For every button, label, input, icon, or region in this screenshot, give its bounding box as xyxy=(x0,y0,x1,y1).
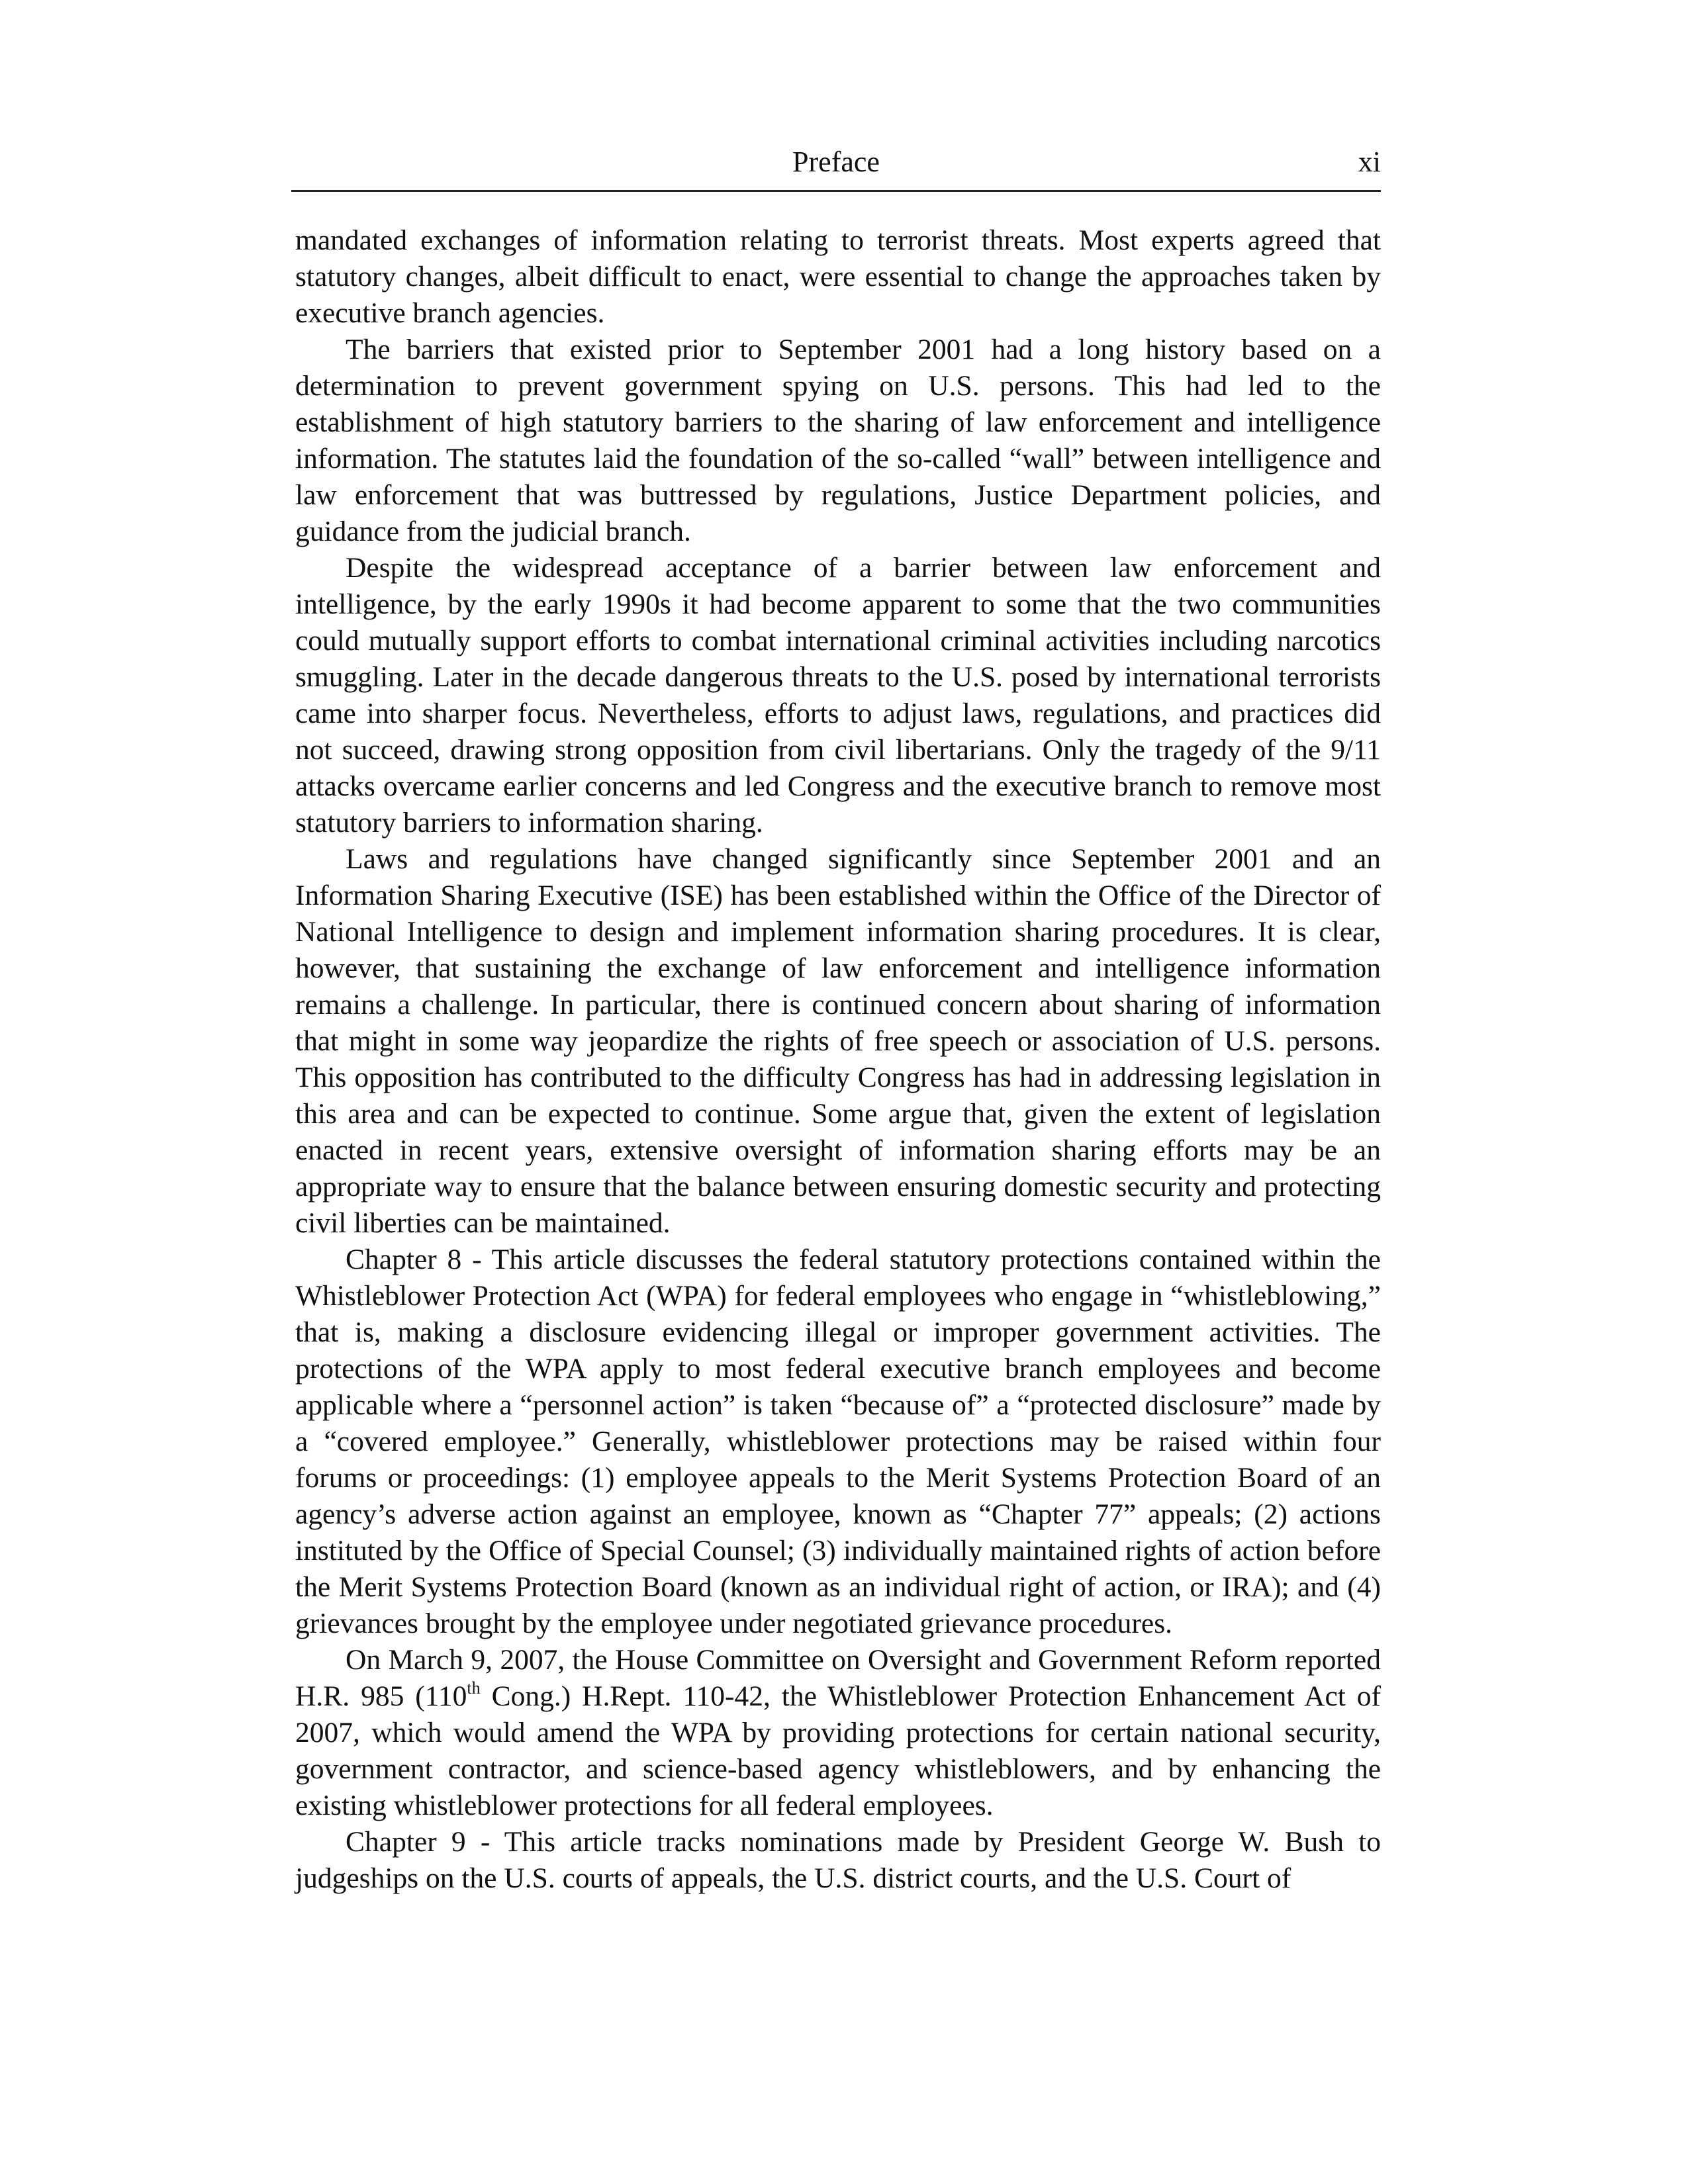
page-number: xi xyxy=(1358,146,1381,178)
paragraph-continuation: mandated exchanges of information relating to terrorist threats. Most experts agreed that statutory changes, albeit difficult to enact, were essential to change the approaches taken by executive branch agencies. xyxy=(295,224,1381,329)
paragraph-hr-985 xyxy=(295,1642,1381,1824)
paragraph-chapter-8: Chapter 8 - This article discusses the federal statutory protections contained within the Whistleblower Protection Act (WPA) for federal employees who engage in “whistleblowing,” that is, making a disclosure evidencing illegal or improper government activities. The protections of the WPA apply to most federal executive branch employees and become applicable where a “personnel action” is taken “because of” a “protected disclosure” made by a “covered employee.” Generally, whistleblower protections may be raised within four forums or proceedings: (1) employee appeals to the Merit Systems Protection Board of an agency’s adverse action against an employee, known as “Chapter 77” appeals; (2) actions instituted by the Office of Special Counsel; (3) individually maintained rights of action before the Merit Systems Protection Board (known as an individual right of action, or IRA); and (4) grievances brought by the employee under negotiated grievance procedures. xyxy=(295,1244,1381,1639)
body-text xyxy=(295,222,1381,1897)
paragraph-chapter-9: Chapter 9 - This article tracks nominations made by President George W. Bush to judgeships on the U.S. courts of appeals, the U.S. district courts, and the U.S. Court of xyxy=(295,1826,1381,1894)
paragraph-1990s-communities: Despite the widespread acceptance of a barrier between law enforcement and intelligence, by the early 1990s it had become apparent to some that the two communities could mutually support efforts to combat international criminal activities including narcotics smuggling. Later in the decade dangerous threats to the U.S. posed by international terrorists came into sharper focus. Nevertheless, efforts to adjust laws, regulations, and practices did not succeed, drawing strong opposition from civil libertarians. Only the tragedy of the 9/11 attacks overcame earlier concerns and led Congress and the executive branch to remove most statutory barriers to information sharing. xyxy=(295,552,1381,839)
hr-985-text-start: On March 9, 2007, the House Committee on Oversight and Government Reform reported H.R. 985 (110 xyxy=(295,1644,1381,1712)
ordinal-superscript: th xyxy=(467,1678,481,1698)
running-header xyxy=(291,142,1381,192)
hr-985-text-end: Cong.) H.Rept. 110-42, the Whistleblower Protection Enhancement Act of 2007, which would amend the WPA by providing protections for certain national security, government contractor, and science-based agency whistleblowers, and by enhancing the existing whistleblower protections for all federal employees. xyxy=(295,1680,1381,1821)
running-header-title: Preface xyxy=(792,146,880,178)
paragraph-barriers-history: The barriers that existed prior to September 2001 had a long history based on a determination to prevent government spying on U.S. persons. This had led to the establishment of high statutory barriers to the sharing of law enforcement and intelligence information. The statutes laid the foundation of the so-called “wall” between intelligence and law enforcement that was buttressed by regulations, Justice Department policies, and guidance from the judicial branch. xyxy=(295,334,1381,547)
paragraph-laws-changed: Laws and regulations have changed significantly since September 2001 and an Information Sharing Executive (ISE) has been established within the Office of the Director of National Intelligence to design and implement information sharing procedures. It is clear, however, that sustaining the exchange of law enforcement and intelligence information remains a challenge. In particular, there is continued concern about sharing of information that might in some way jeopardize the rights of free speech or association of U.S. persons. This opposition has contributed to the difficulty Congress has had in addressing legislation in this area and can be expected to continue. Some argue that, given the extent of legislation enacted in recent years, extensive oversight of information sharing efforts may be an appropriate way to ensure that the balance between ensuring domestic security and protecting civil liberties can be maintained. xyxy=(295,843,1381,1239)
